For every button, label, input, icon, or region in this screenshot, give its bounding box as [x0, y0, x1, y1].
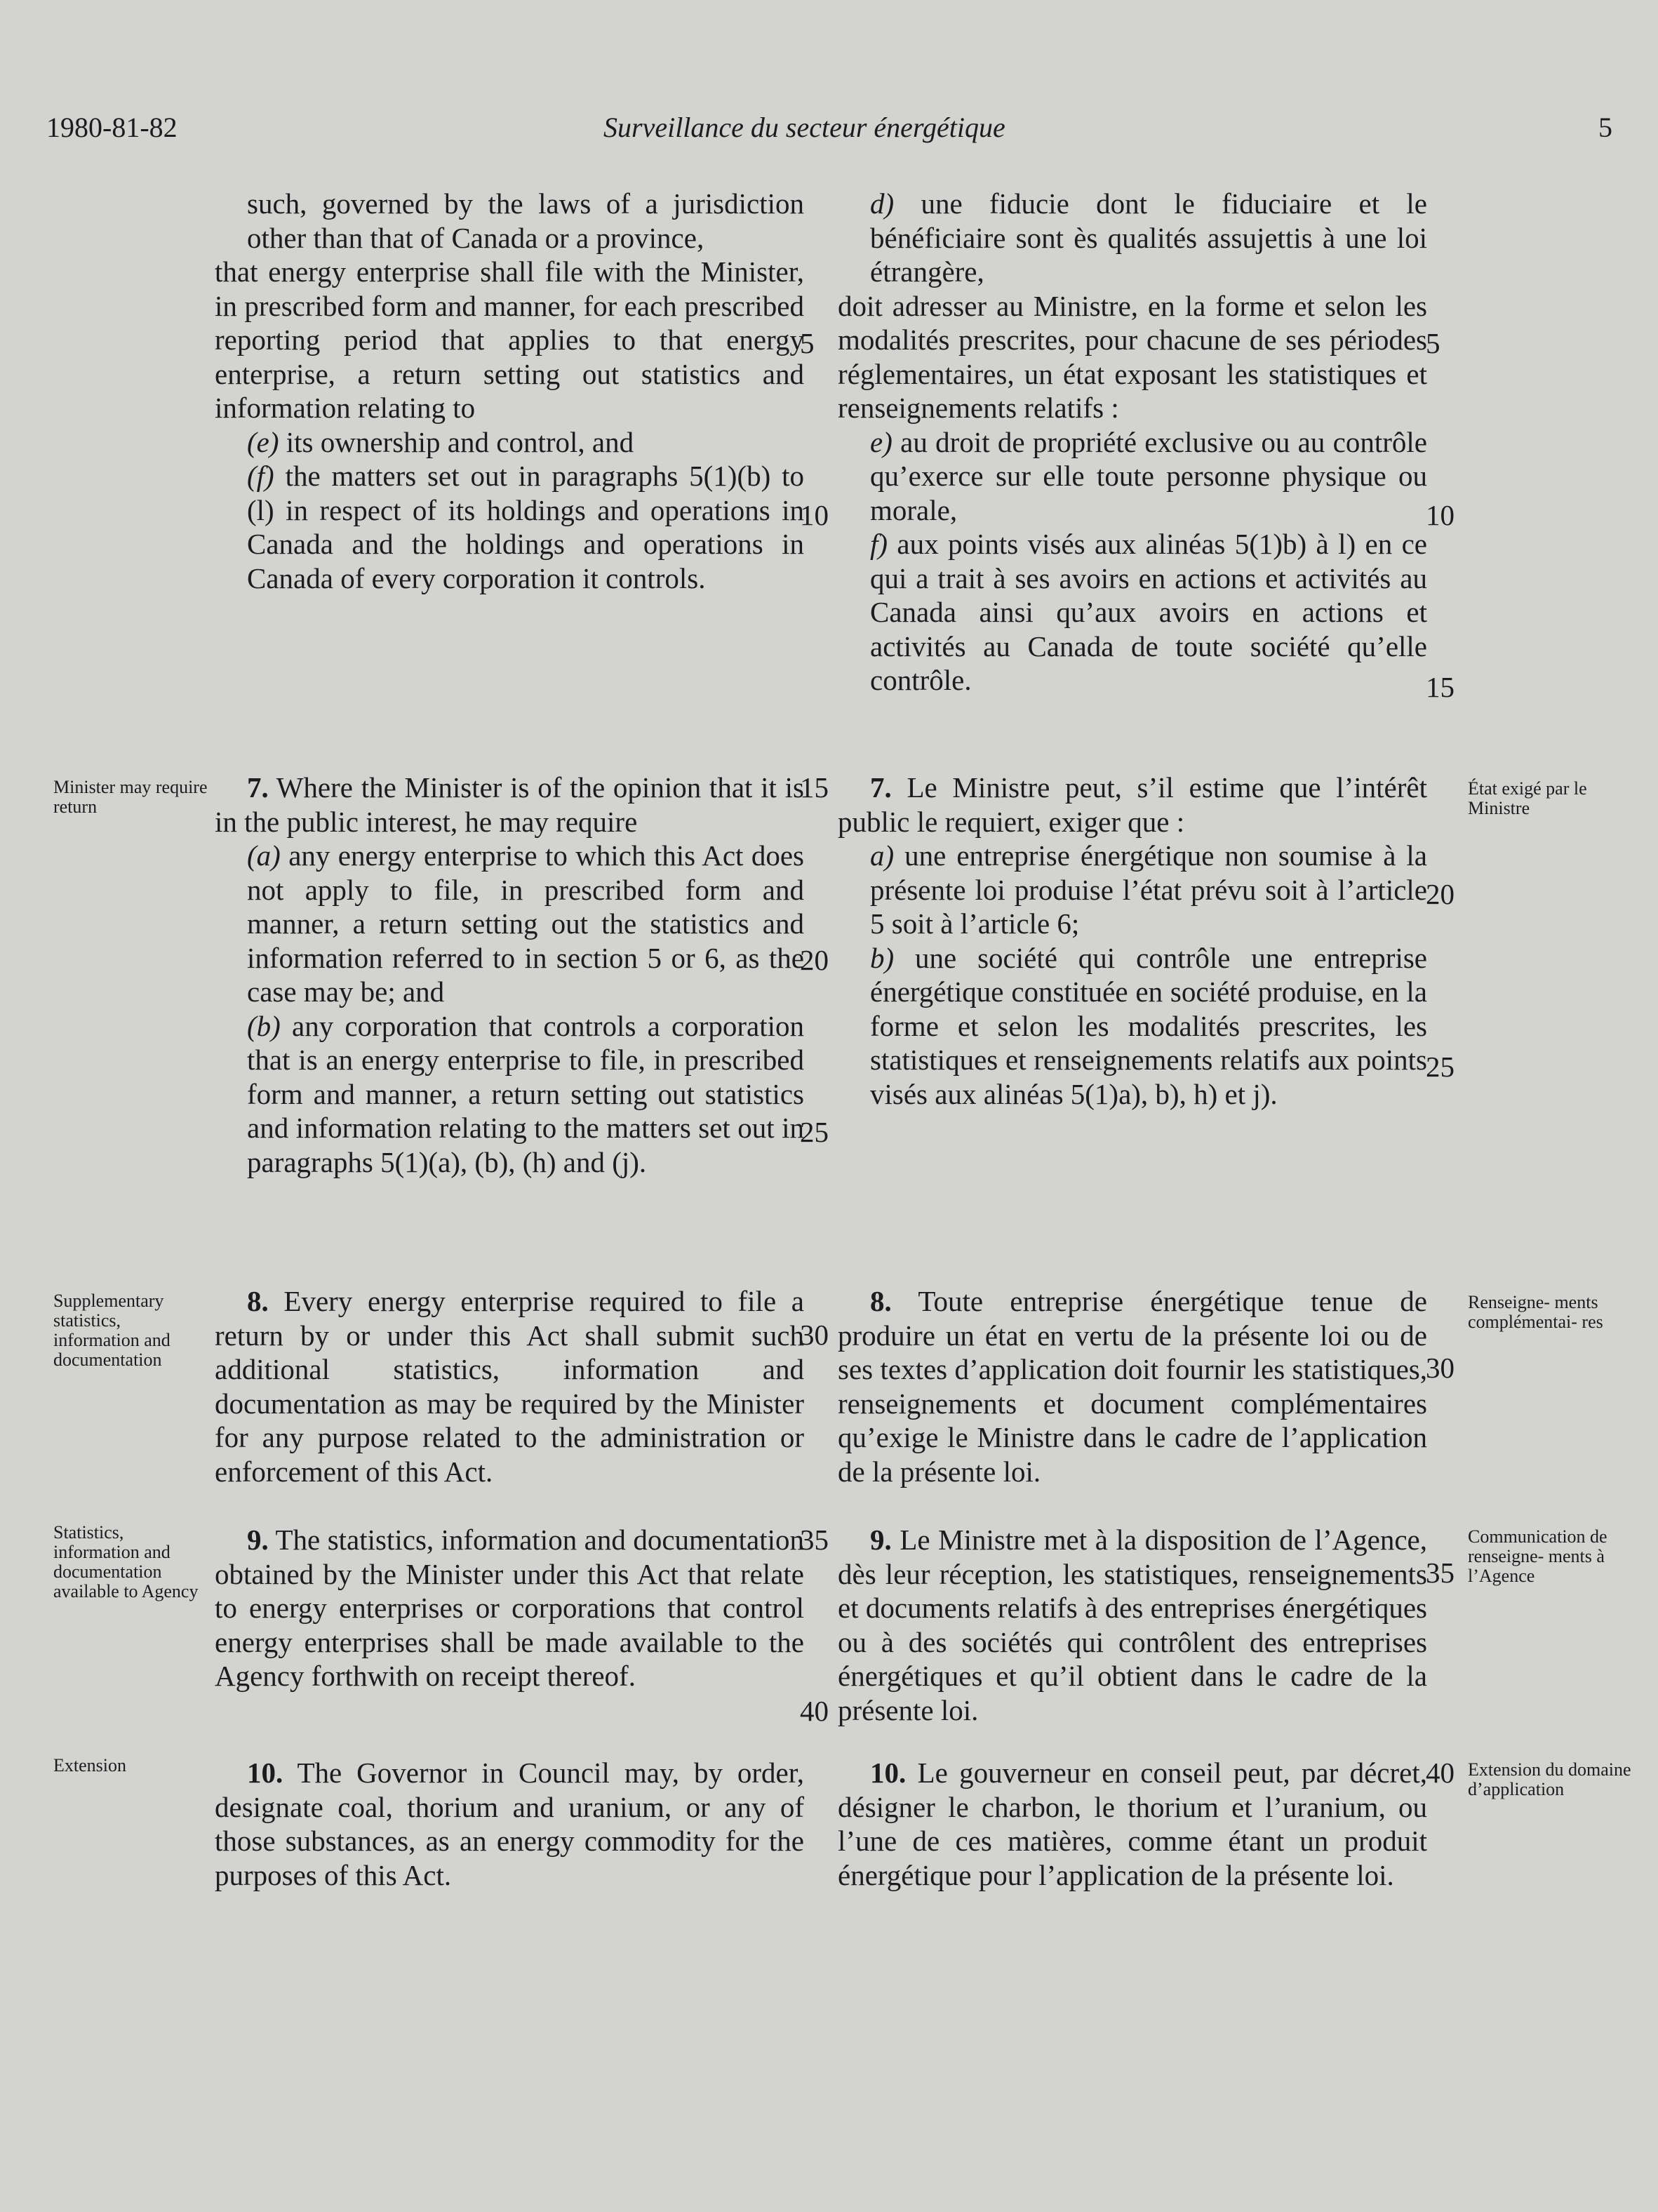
en-paragraph-e [215, 425, 804, 460]
fr-s7-a-text: une entreprise énergétique non soumise à la présente loi produise l’état prévu soit à l’article 5 soit à l’article 6; [870, 839, 1428, 940]
en-s9-text: The statistics, information and documentation obtained by the Minister under this Act that relate to energy enterprises or corporations that control energy enterprises shall be made available to the Agency forthwith on receipt thereof. [215, 1524, 804, 1692]
margin-note-s7-en: Minister may require return [53, 777, 208, 817]
line-number-fr-10: 10 [1426, 499, 1455, 531]
en-s7-a [215, 839, 804, 1009]
en-s7-b-label: (b) [247, 1009, 281, 1042]
line-number-en-35: 35 [800, 1524, 829, 1556]
fr-s8-number: 8. [870, 1285, 892, 1317]
en-s7-a-text: any energy enterprise to which this Act does not apply to file, in prescribed form and manner, a return setting out the statistics and information referred to in section 5 or 6, as the case may be; and [247, 839, 804, 1008]
en-section-10 [215, 1756, 804, 1892]
fr-d-label: d) [870, 187, 895, 220]
french-column-continuation [838, 187, 1427, 698]
line-number-fr-5: 5 [1426, 327, 1440, 359]
margin-note-s9-fr: Communication de renseigne- ments à l’Agence [1468, 1526, 1607, 1586]
fr-s10-paragraph [838, 1756, 1427, 1892]
margin-note-s9-en: Statistics, information and documentation available to Agency [53, 1522, 199, 1601]
line-number-en-10: 10 [800, 499, 829, 531]
line-number-fr-15: 15 [1426, 671, 1455, 703]
en-s7-number: 7. [247, 771, 269, 804]
line-number-fr-30: 30 [1426, 1352, 1455, 1384]
en-s10-number: 10. [247, 1757, 283, 1789]
page-running-title: Surveillance du secteur énergétique [603, 112, 1005, 143]
en-section-7 [215, 771, 804, 1179]
line-number-fr-20: 20 [1426, 878, 1455, 910]
margin-note-s10-en: Extension [53, 1755, 126, 1775]
margin-note-s10-fr: Extension du domaine d’application [1468, 1759, 1631, 1799]
en-s9-paragraph [215, 1523, 804, 1693]
line-number-en-15: 15 [800, 771, 829, 804]
margin-note-s8-en: Supplementary statistics, information and documentation [53, 1291, 171, 1370]
margin-note-s7-fr: État exigé par le Ministre [1468, 778, 1587, 818]
page-year-range: 1980-81-82 [46, 112, 178, 143]
en-s10-paragraph [215, 1756, 804, 1892]
line-number-fr-35: 35 [1426, 1557, 1455, 1589]
en-s7-b-text: any corporation that controls a corporation that is an energy enterprise to file, in prescribed form and manner, a return setting out statistics and information relating to the matters set out in paragraphs 5(1)(a), (b), (h) and (j). [247, 1009, 805, 1178]
fr-section-9 [838, 1523, 1427, 1727]
en-s7-intro [215, 771, 804, 839]
line-number-fr-40: 40 [1426, 1757, 1455, 1789]
line-number-en-5: 5 [800, 327, 815, 359]
fr-continuation-2: doit adresser au Ministre, en la forme et selon les modalités prescrites, pour chacune de ses périodes réglementaires, un état exposant les statistiques et renseignements relatifs : [838, 289, 1427, 424]
en-f-text: the matters set out in paragraphs 5(1)(b) to (l) in respect of its holdings and operations in Canada and the holdings and operations in Canada of every corporation it controls. [247, 460, 805, 594]
fr-s9-paragraph [838, 1523, 1427, 1727]
fr-e-label: e) [870, 425, 892, 458]
en-s8-number: 8. [247, 1285, 269, 1317]
en-section-9 [215, 1523, 804, 1693]
fr-s10-number: 10. [870, 1757, 907, 1789]
fr-s9-number: 9. [870, 1524, 892, 1556]
fr-s7-b [838, 941, 1427, 1112]
fr-s7-text: Le Ministre peut, s’il estime que l’intérêt public le requiert, exiger que : [838, 771, 1428, 838]
page-number: 5 [1598, 112, 1612, 143]
en-s7-text: Where the Minister is of the opinion that it is in the public interest, he may require [215, 771, 804, 838]
fr-s8-text: Toute entreprise énergétique tenue de produire un état en vertu de la présente loi ou de ses textes d’application doit fournir les statistiques, renseignements et document complémentaires qu’exige le Ministre dans le cadre de l’application de la présente loi. [838, 1285, 1427, 1488]
en-e-label: (e) [247, 425, 279, 458]
en-f-label: (f) [247, 460, 274, 492]
fr-section-8 [838, 1284, 1427, 1488]
fr-s7-b-text: une société qui contrôle une entreprise énergétique constituée en société produise, en la forme et selon les modalités prescrites, les statistiques et renseignements relatifs aux points visés aux alinéas 5(1)a), b), h) et j). [870, 941, 1427, 1110]
fr-section-7 [838, 771, 1427, 1111]
fr-d-text: une fiducie dont le fiduciaire et le bénéficiaire sont ès qualités assujettis à une loi étrangère, [870, 187, 1427, 288]
fr-s7-b-label: b) [870, 941, 895, 974]
fr-s7-intro [838, 771, 1427, 839]
en-s8-paragraph [215, 1284, 804, 1488]
fr-s7-number: 7. [870, 771, 892, 804]
line-number-en-25: 25 [800, 1116, 829, 1148]
line-number-en-40: 40 [800, 1695, 829, 1727]
en-e-text: its ownership and control, and [286, 425, 634, 458]
en-s7-b [215, 1009, 804, 1180]
en-paragraph-f [215, 459, 804, 595]
en-continuation-1: such, governed by the laws of a jurisdiction other than that of Canada or a province, [247, 187, 804, 254]
fr-f-text: aux points visés aux alinéas 5(1)b) à l) en ce qui a trait à ses avoirs en actions et activités au Canada ainsi qu’aux avoirs en actions et activités au Canada de toute société qu’elle contrôle. [870, 528, 1428, 696]
line-number-fr-25: 25 [1426, 1051, 1455, 1083]
fr-s7-a [838, 839, 1427, 941]
fr-e-text: au droit de propriété exclusive ou au contrôle qu’exerce sur elle toute personne physique ou morale, [870, 425, 1427, 526]
fr-s9-text: Le Ministre met à la disposition de l’Agence, dès leur réception, les statistiques, renseignements et documents relatifs à des entreprises énergétiques ou à des sociétés qui contrôlent des entreprises énergétiques et qu’il obtient dans le cadre de la présente loi. [838, 1524, 1427, 1726]
english-column-continuation [215, 187, 804, 595]
en-s7-a-label: (a) [247, 839, 281, 872]
fr-paragraph-d [838, 187, 1427, 289]
fr-paragraph-f [838, 527, 1427, 698]
line-number-en-20: 20 [800, 944, 829, 976]
en-s10-text: The Governor in Council may, by order, designate coal, thorium and uranium, or any of those substances, as an energy commodity for the purposes of this Act. [215, 1757, 804, 1891]
fr-section-10 [838, 1756, 1427, 1892]
en-s8-text: Every energy enterprise required to file a return by or under this Act shall submit such additional statistics, information and documentation as may be required by the Minister for any purpose related to the administration or enforcement of this Act. [215, 1285, 804, 1488]
en-section-8 [215, 1284, 804, 1488]
line-number-en-30: 30 [800, 1319, 829, 1351]
margin-note-s8-fr: Renseigne- ments complémentai- res [1468, 1292, 1603, 1332]
fr-paragraph-e [838, 425, 1427, 528]
fr-f-label: f) [870, 528, 888, 560]
fr-s10-text: Le gouverneur en conseil peut, par décret, désigner le charbon, le thorium et l’uranium, ou l’une de ces matières, comme étant un produit énergétique pour l’application de la présente loi. [838, 1757, 1427, 1891]
fr-s8-paragraph [838, 1284, 1427, 1488]
fr-s7-a-label: a) [870, 839, 895, 872]
en-s9-number: 9. [247, 1524, 269, 1556]
en-continuation-2: that energy enterprise shall file with the Minister, in prescribed form and manner, for each prescribed reporting period that applies to that energy enterprise, a return setting out statistics and information relating to [215, 255, 804, 424]
